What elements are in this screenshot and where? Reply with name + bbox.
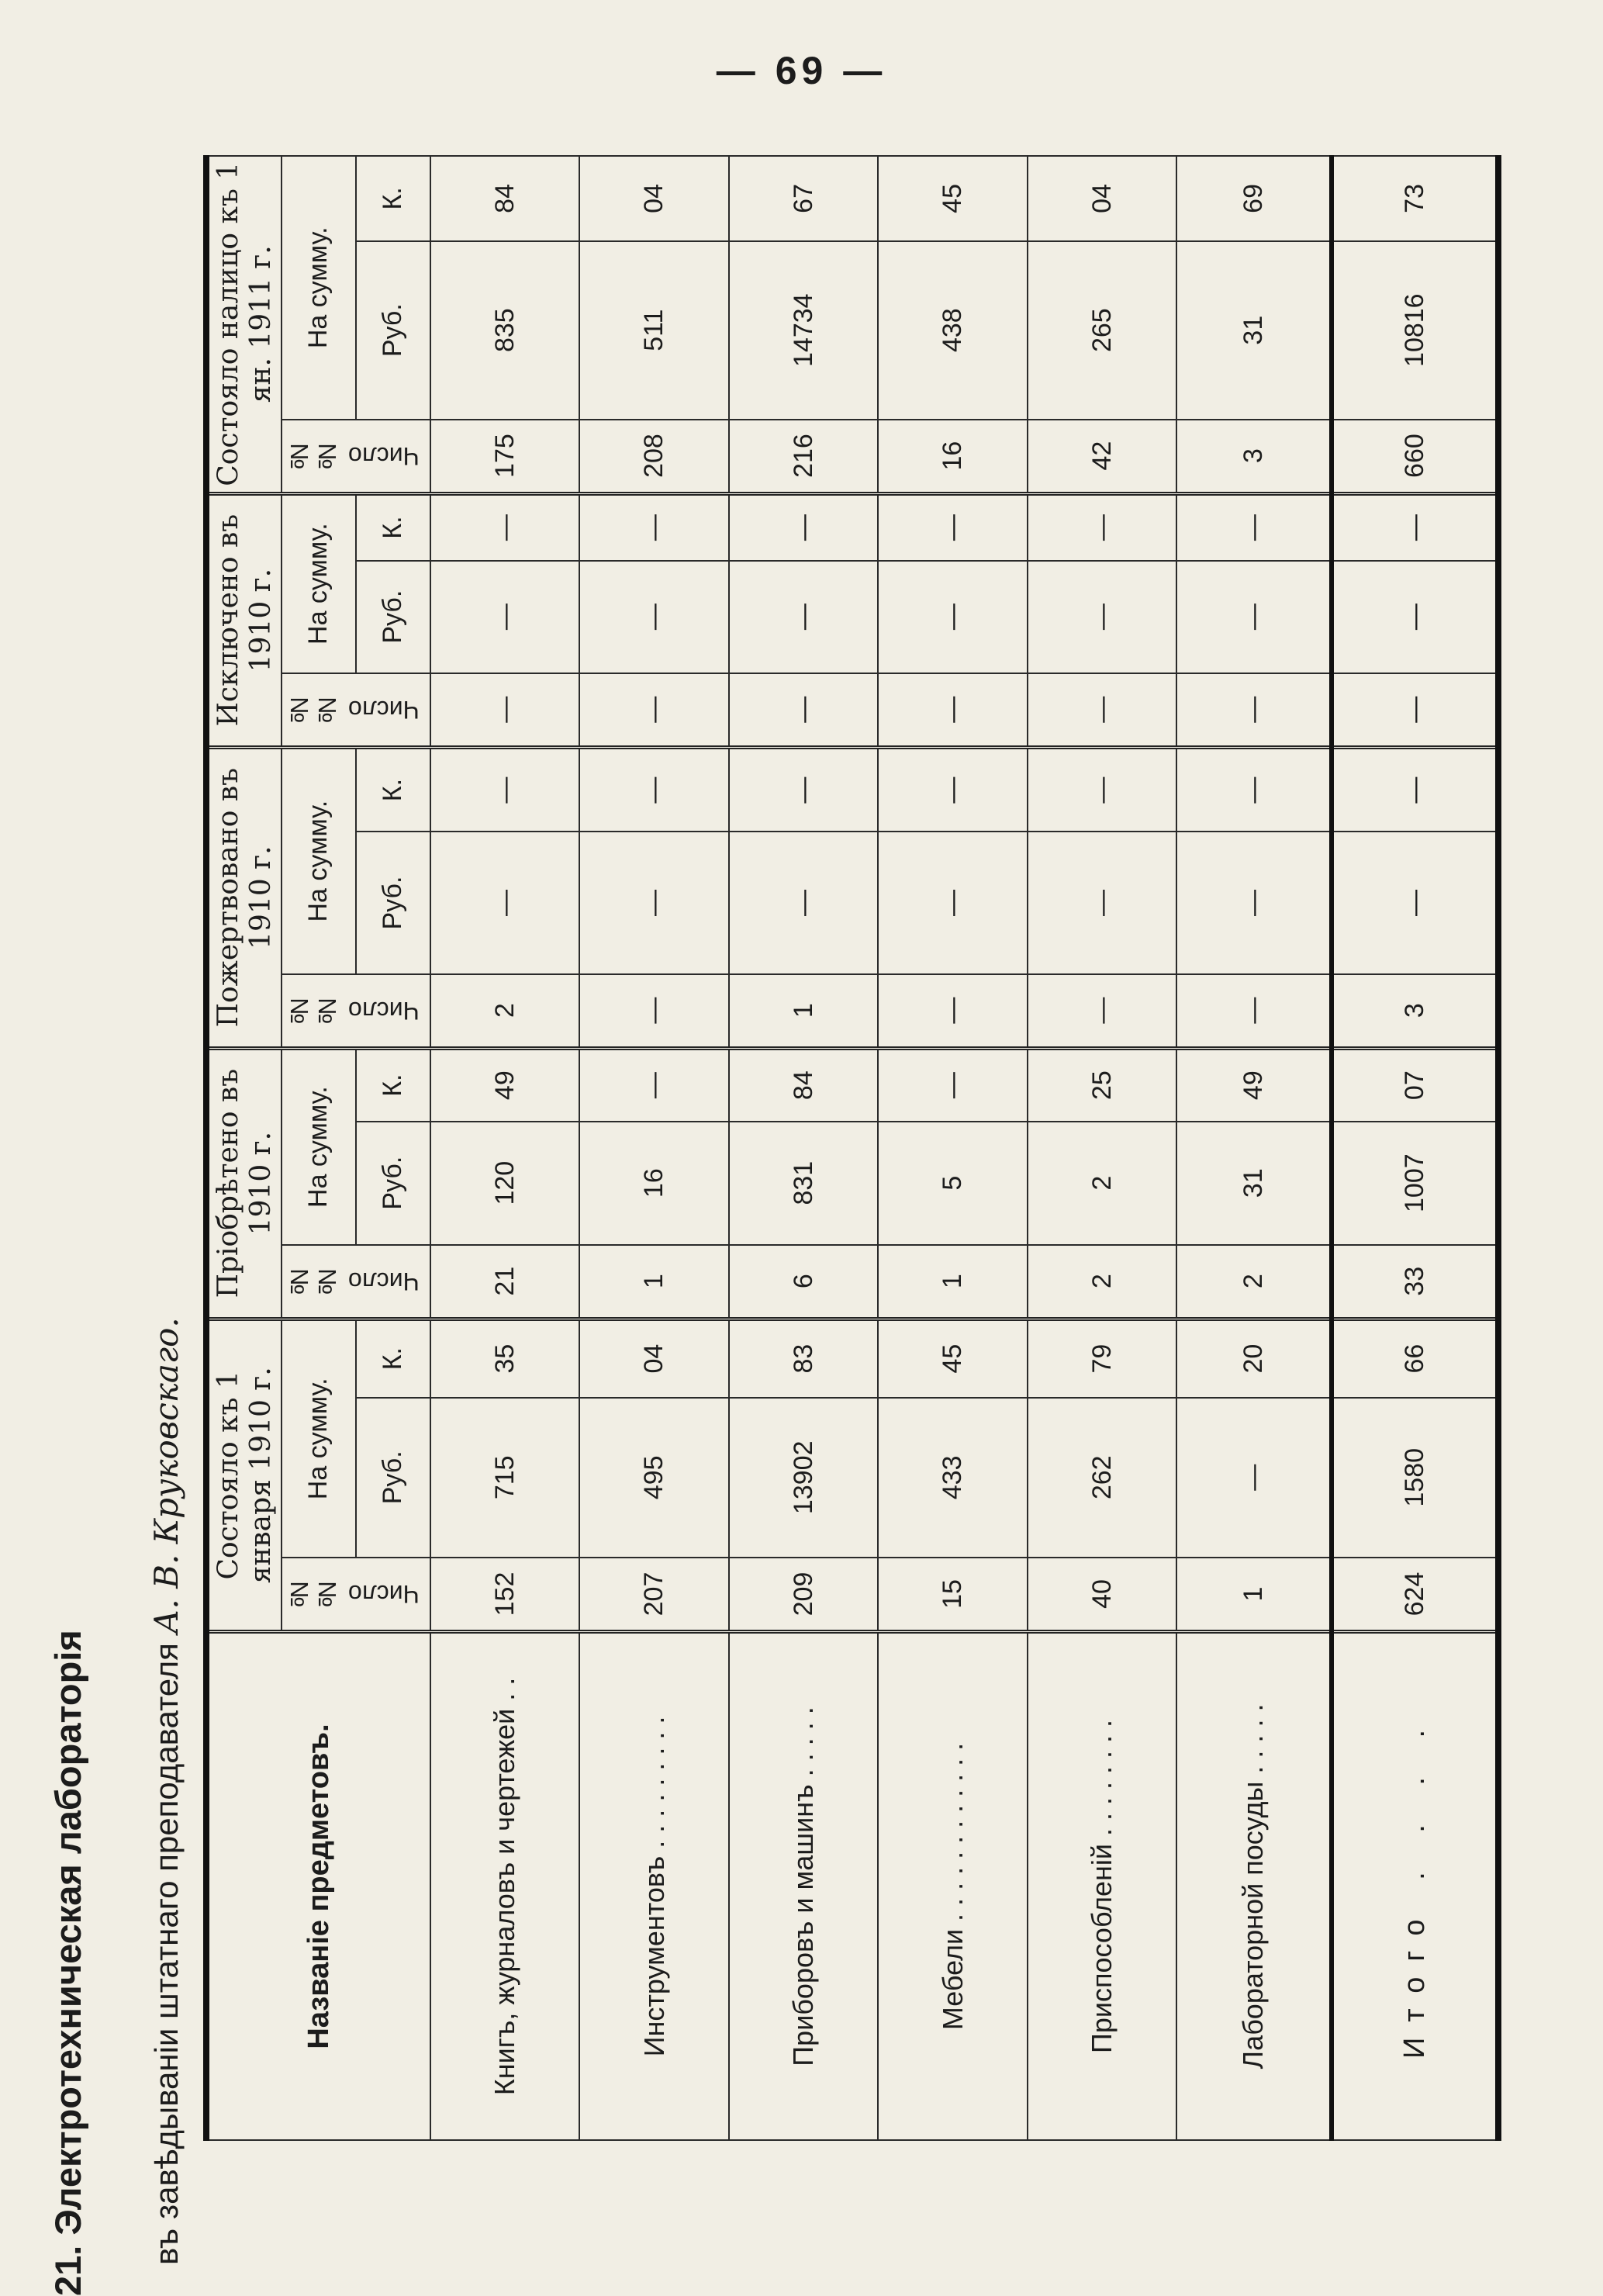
kop-cell: 04 <box>1028 156 1176 241</box>
count-cell: 15 <box>878 1558 1027 1632</box>
group-header-1: Пріобрѣтено въ 1910 г. <box>206 1048 282 1319</box>
table-row <box>1028 156 1176 2140</box>
rub-cell: 13902 <box>729 1398 878 1558</box>
kop-cell: 35 <box>430 1319 579 1397</box>
count-cell: — <box>1028 673 1176 748</box>
rub-cell: — <box>729 561 878 673</box>
rub-cell: 16 <box>579 1122 728 1245</box>
rub-cell: 831 <box>729 1122 878 1245</box>
rub-cell: 438 <box>878 241 1027 420</box>
rub-cell: — <box>878 832 1027 973</box>
rub-cell: — <box>1176 1398 1332 1558</box>
rub-cell: — <box>1028 561 1176 673</box>
rub-cell: 10816 <box>1332 241 1498 420</box>
item-name: Приспособленій . . . . . . . . <box>1028 1632 1176 2141</box>
rub-cell: 511 <box>579 241 728 420</box>
inventory-table-rotated <box>203 155 1429 2141</box>
kop-cell: — <box>1332 493 1498 561</box>
count-cell: — <box>1028 974 1176 1049</box>
table-row <box>878 156 1027 2140</box>
kop-cell: 84 <box>430 156 579 241</box>
rub-cell: 495 <box>579 1398 728 1558</box>
count-cell: 2 <box>1028 1245 1176 1319</box>
sum-header: На сумму. <box>282 156 356 420</box>
kop-cell: 49 <box>1176 1048 1332 1122</box>
count-cell: — <box>579 974 728 1049</box>
item-name: Книгъ, журналовъ и чертежей . . <box>430 1632 579 2141</box>
sum-header: На сумму. <box>282 747 356 973</box>
count-cell: 16 <box>878 420 1027 494</box>
kop-cell: 45 <box>878 1319 1027 1397</box>
rub-cell: 2 <box>1028 1122 1176 1245</box>
kop-cell: — <box>1028 493 1176 561</box>
kop-cell: — <box>579 747 728 832</box>
kop-cell: — <box>430 747 579 832</box>
total-row <box>1332 156 1498 2140</box>
count-cell: 3 <box>1332 974 1498 1049</box>
count-cell: 2 <box>1176 1245 1332 1319</box>
item-name: Инструментовъ . . . . . . . . . <box>579 1632 728 2141</box>
rub-cell: 715 <box>430 1398 579 1558</box>
rub-cell: — <box>579 561 728 673</box>
count-cell: 624 <box>1332 1558 1498 1632</box>
table-body <box>430 156 1498 2140</box>
rub-cell: — <box>1332 832 1498 973</box>
kop-cell: — <box>579 1048 728 1122</box>
count-cell: 2 <box>430 974 579 1049</box>
kop-cell: 49 <box>430 1048 579 1122</box>
kop-cell: — <box>878 493 1027 561</box>
rub-cell: — <box>729 832 878 973</box>
kop-cell: 83 <box>729 1319 878 1397</box>
rub-header: Руб. <box>356 832 430 973</box>
page-number: — 69 — <box>716 49 887 92</box>
rub-cell: — <box>1176 561 1332 673</box>
rub-cell: 433 <box>878 1398 1027 1558</box>
count-cell: 33 <box>1332 1245 1498 1319</box>
count-header: Число №№ <box>282 1245 430 1319</box>
count-header: Число №№ <box>282 1558 430 1632</box>
kop-cell: — <box>1176 747 1332 832</box>
count-cell: 40 <box>1028 1558 1176 1632</box>
group-header-2: Пожертвовано въ 1910 г. <box>206 747 282 1048</box>
table-row <box>579 156 728 2140</box>
rub-cell: — <box>430 561 579 673</box>
rub-header: Руб. <box>356 1398 430 1558</box>
kop-cell: 04 <box>579 156 728 241</box>
inventory-table <box>203 155 1501 2141</box>
rub-cell: 14734 <box>729 241 878 420</box>
subtitle-name: А. В. Круковскаго. <box>147 1317 185 1634</box>
kop-cell: 04 <box>579 1319 728 1397</box>
sum-header: На сумму. <box>282 1048 356 1245</box>
kop-cell: 73 <box>1332 156 1498 241</box>
kop-cell: 79 <box>1028 1319 1176 1397</box>
rub-cell: 120 <box>430 1122 579 1245</box>
kop-cell: — <box>1176 493 1332 561</box>
kop-cell: — <box>729 747 878 832</box>
kop-cell: 20 <box>1176 1319 1332 1397</box>
kop-cell: — <box>1332 747 1498 832</box>
kop-header: К. <box>356 493 430 561</box>
rub-cell: 265 <box>1028 241 1176 420</box>
count-cell: 6 <box>729 1245 878 1319</box>
kop-cell: 84 <box>729 1048 878 1122</box>
count-cell: — <box>878 974 1027 1049</box>
count-cell: — <box>729 673 878 748</box>
count-header: Число №№ <box>282 974 430 1049</box>
rub-cell: — <box>878 561 1027 673</box>
kop-header: К. <box>356 747 430 832</box>
rub-cell: — <box>1176 832 1332 973</box>
kop-cell: 66 <box>1332 1319 1498 1397</box>
count-cell: — <box>878 673 1027 748</box>
kop-cell: 67 <box>729 156 878 241</box>
count-cell: 208 <box>579 420 728 494</box>
kop-header: К. <box>356 156 430 241</box>
kop-cell: 25 <box>1028 1048 1176 1122</box>
rub-cell: — <box>1332 561 1498 673</box>
kop-cell: — <box>729 493 878 561</box>
count-cell: 1 <box>1176 1558 1332 1632</box>
kop-cell: 45 <box>878 156 1027 241</box>
page-title: 21. Электротехническая лабораторія <box>47 1630 88 2296</box>
count-cell: — <box>1332 673 1498 748</box>
count-cell: 209 <box>729 1558 878 1632</box>
rub-cell: — <box>579 832 728 973</box>
name-column-header: Названіе предметовъ. <box>206 1632 430 2141</box>
count-cell: 152 <box>430 1558 579 1632</box>
rub-cell: — <box>1028 832 1176 973</box>
total-label: Итого . . . . <box>1332 1632 1498 2141</box>
count-cell: 42 <box>1028 420 1176 494</box>
count-cell: 175 <box>430 420 579 494</box>
kop-header: К. <box>356 1048 430 1122</box>
count-header: Число №№ <box>282 420 430 494</box>
count-header: Число №№ <box>282 673 430 748</box>
kop-cell: — <box>579 493 728 561</box>
rub-cell: 835 <box>430 241 579 420</box>
kop-header: К. <box>356 1319 430 1397</box>
count-cell: — <box>579 673 728 748</box>
kop-cell: 69 <box>1176 156 1332 241</box>
table-row <box>430 156 579 2140</box>
count-cell: 207 <box>579 1558 728 1632</box>
count-cell: — <box>430 673 579 748</box>
kop-cell: — <box>878 1048 1027 1122</box>
count-cell: 1 <box>729 974 878 1049</box>
rub-header: Руб. <box>356 561 430 673</box>
table-row <box>729 156 878 2140</box>
page-subtitle <box>147 1317 185 2265</box>
count-cell: — <box>1176 673 1332 748</box>
count-cell: 216 <box>729 420 878 494</box>
subtitle-prefix: въ завѣдываніи штатнаго преподавателя <box>148 1643 185 2265</box>
rub-cell: 31 <box>1176 241 1332 420</box>
kop-cell: — <box>1028 747 1176 832</box>
rub-header: Руб. <box>356 241 430 420</box>
rub-cell: 1580 <box>1332 1398 1498 1558</box>
count-cell: 21 <box>430 1245 579 1319</box>
group-header-3: Исключено въ 1910 г. <box>206 493 282 747</box>
count-cell: 660 <box>1332 420 1498 494</box>
rub-cell: 262 <box>1028 1398 1176 1558</box>
rub-cell: 1007 <box>1332 1122 1498 1245</box>
kop-cell: — <box>430 493 579 561</box>
count-cell: — <box>1176 974 1332 1049</box>
sum-header: На сумму. <box>282 493 356 673</box>
item-name: Лабораторной посуды . . . . . <box>1176 1632 1332 2141</box>
rub-cell: — <box>430 832 579 973</box>
table-row <box>1176 156 1332 2140</box>
rub-header: Руб. <box>356 1122 430 1245</box>
rub-cell: 31 <box>1176 1122 1332 1245</box>
rub-cell: 5 <box>878 1122 1027 1245</box>
group-header-0: Состояло къ 1 января 1910 г. <box>206 1319 282 1631</box>
sum-header: На сумму. <box>282 1319 356 1558</box>
count-cell: 1 <box>579 1245 728 1319</box>
item-name: Приборовъ и машинъ . . . . . <box>729 1632 878 2141</box>
count-cell: 1 <box>878 1245 1027 1319</box>
kop-cell: 07 <box>1332 1048 1498 1122</box>
kop-cell: — <box>878 747 1027 832</box>
item-name: Мебели . . . . . . . . . . . . <box>878 1632 1027 2141</box>
count-cell: 3 <box>1176 420 1332 494</box>
group-header-4: Состояло налицо къ 1 ян. 1911 г. <box>206 156 282 493</box>
